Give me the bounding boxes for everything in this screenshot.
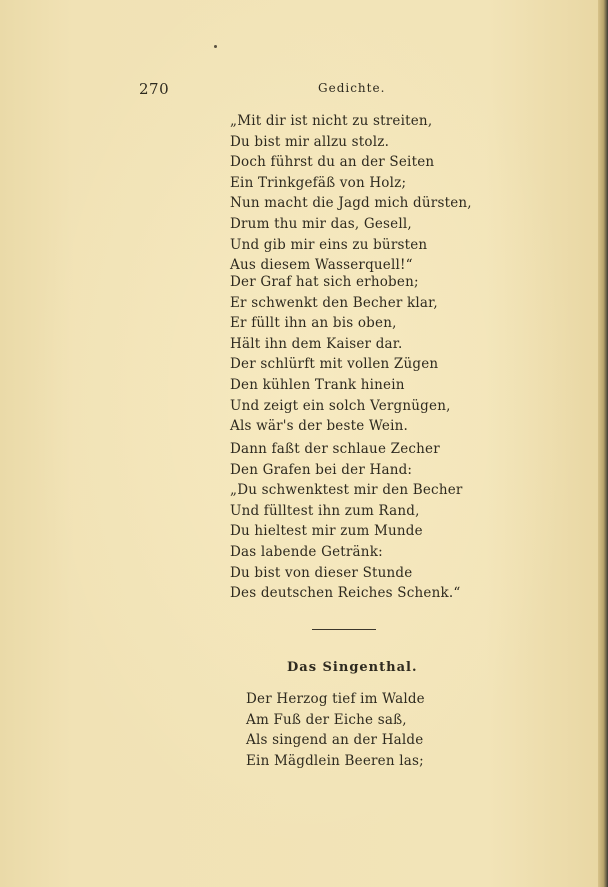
verse-line: Er füllt ihn an bis oben, — [230, 315, 397, 332]
verse-line: Den kühlen Trank hinein — [230, 376, 405, 393]
page-edge-shadow — [598, 0, 608, 887]
verse-line: Der Graf hat sich erhoben; — [230, 274, 419, 290]
stanza — [230, 272, 451, 437]
verse-line: Drum thu mir das, Gesell, — [230, 215, 412, 232]
verse-line: Und fülltest ihn zum Rand, — [230, 502, 420, 519]
stanza — [230, 111, 472, 276]
page-number: 270 — [139, 80, 170, 98]
ink-speck — [214, 45, 217, 48]
poem-title: Das Singenthal. — [287, 660, 418, 675]
verse-line: Du hieltest mir zum Munde — [230, 523, 423, 540]
verse-line: Ein Mägdlein Beeren las; — [246, 752, 424, 769]
verse-line: Als singend an der Halde — [246, 732, 424, 749]
verse-line: Du bist von dieser Stunde — [230, 564, 413, 581]
verse-line: Als wär's der beste Wein. — [230, 418, 408, 435]
verse-line: Des deutschen Reiches Schenk.“ — [230, 585, 461, 602]
verse-line: Hält ihn dem Kaiser dar. — [230, 335, 403, 352]
verse-line: Den Grafen bei der Hand: — [230, 461, 413, 478]
verse-line: Der schlürft mit vollen Zügen — [230, 356, 439, 373]
running-title: Gedichte. — [318, 81, 386, 95]
verse-line: Und gib mir eins zu bürsten — [230, 236, 428, 253]
stanza — [246, 689, 425, 771]
verse-line: Das labende Getränk: — [230, 543, 383, 560]
verse-line: Doch führst du an der Seiten — [230, 154, 435, 171]
verse-line: „Mit dir ist nicht zu streiten, — [230, 113, 433, 129]
verse-line: Dann faßt der schlaue Zecher — [230, 441, 440, 457]
verse-line: Er schwenkt den Becher klar, — [230, 294, 438, 311]
verse-line: Am Fuß der Eiche saß, — [246, 711, 407, 728]
verse-line: Nun macht die Jagd mich dürsten, — [230, 195, 472, 212]
verse-line: Aus diesem Wasserquell!“ — [230, 257, 413, 274]
stanza — [230, 439, 463, 604]
verse-line: Und zeigt ein solch Vergnügen, — [230, 397, 451, 414]
section-divider — [312, 629, 376, 630]
verse-line: Du bist mir allzu stolz. — [230, 133, 390, 150]
verse-line: „Du schwenktest mir den Becher — [230, 482, 463, 499]
verse-line: Der Herzog tief im Walde — [246, 691, 425, 707]
verse-line: Ein Trinkgefäß von Holz; — [230, 174, 407, 191]
